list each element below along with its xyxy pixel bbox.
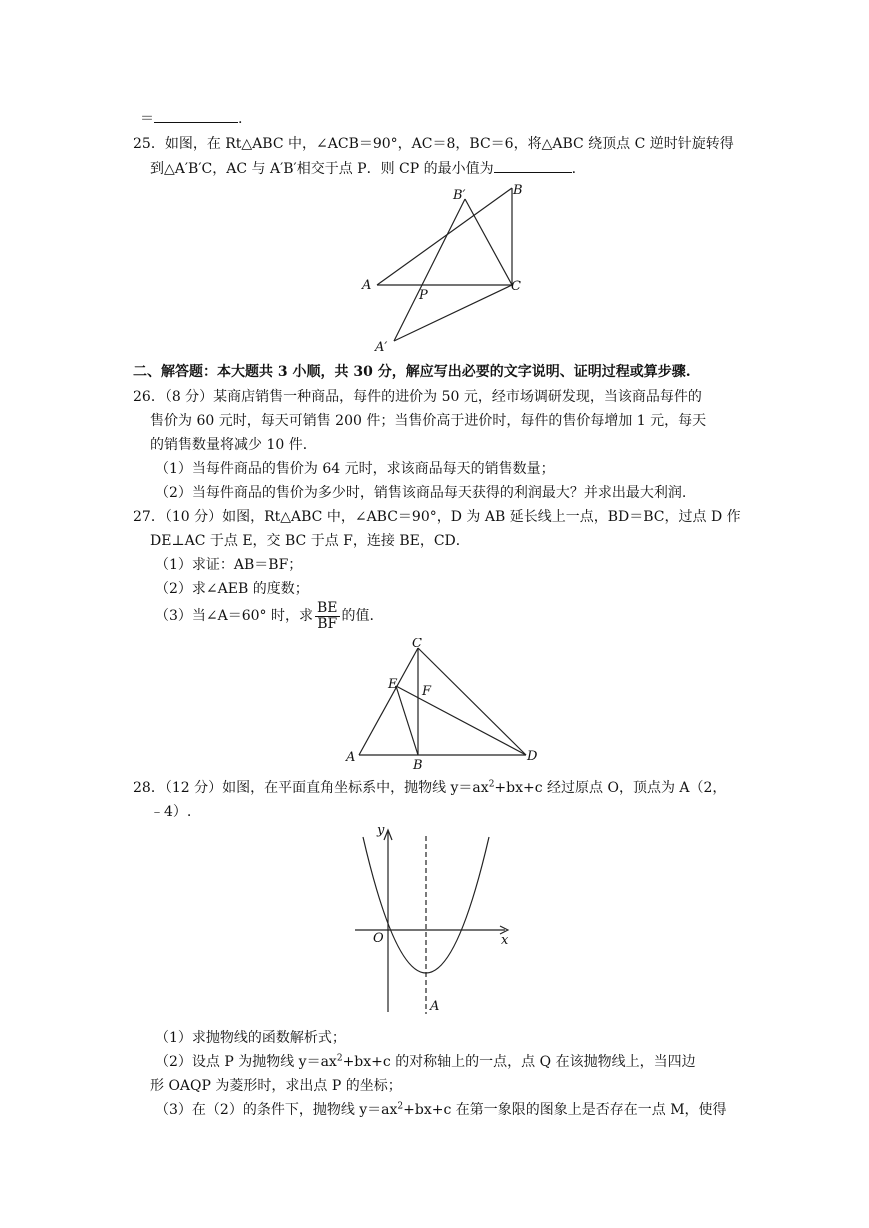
label-B: B — [513, 183, 523, 198]
q28-line1-text-b: +bx+c 经过原点 O，顶点为 A（2， — [494, 780, 727, 796]
label-A: A — [430, 999, 440, 1014]
segment-AB — [377, 188, 512, 285]
q28-sub2-text-b: +bx+c 的对称轴上的一点，点 Q 在该抛物线上，当四边 — [342, 1054, 696, 1070]
q26-sub1: （1）当每件商品的售价为 64 元时，求该商品每天的销售数量； — [155, 461, 555, 477]
label-C: C — [511, 279, 521, 294]
q28-sub3-text: （3）在（2）的条件下，抛物线 y＝ax — [155, 1102, 398, 1118]
answer-blank — [154, 108, 238, 123]
q28-line2: ﹣4）. — [150, 804, 192, 820]
label-B-prime: B′ — [453, 188, 466, 203]
q28-sub3-text-b: +bx+c 在第一象限的图象上是否存在一点 M，使得 — [403, 1102, 727, 1118]
equals-sign: ＝ — [140, 111, 154, 127]
label-A: A — [362, 278, 372, 293]
q26-line1: 26．（8 分）某商店销售一种商品，每件的进价为 50 元，经市场调研发现，当该商品每件的 — [133, 389, 702, 405]
label-F: F — [422, 684, 432, 699]
q25-figure — [355, 180, 545, 355]
q27-sub2: （2）求∠AEB 的度数； — [155, 581, 309, 597]
fraction-BE-over-BF — [315, 601, 340, 632]
q26-sub2: （2）当每件商品的售价为多少时，销售该商品每天获得的利润最大？并求出最大利润. — [155, 485, 687, 501]
segment-ED — [396, 686, 526, 755]
answer-line-top — [140, 108, 242, 129]
q26-line2: 售价为 60 元时，每天可销售 200 件；当售价高于进价时，每件的售价每增加 1 元，每天 — [150, 413, 707, 429]
q26-line3: 的销售数量将减少 10 件． — [150, 437, 317, 453]
q27-sub3 — [155, 600, 374, 632]
q25-question-text: 到△A′B′C，AC 与 A′B′相交于点 P．则 CP 的最小值为 — [150, 161, 494, 177]
q28-line1-text: 28．（12 分）如图，在平面直角坐标系中，抛物线 y＝ax — [133, 780, 489, 796]
label-A: A — [346, 750, 356, 765]
label-A-prime: A′ — [375, 340, 388, 355]
exponent-2: 2 — [488, 779, 495, 790]
q28-sub3 — [155, 1100, 727, 1120]
period: . — [571, 161, 577, 177]
label-D: D — [527, 749, 538, 764]
q28-sub2-text: （2）设点 P 为抛物线 y＝ax — [155, 1054, 337, 1070]
q28-line1 — [133, 778, 726, 798]
label-x: x — [501, 933, 509, 948]
segment-CD — [418, 648, 526, 755]
q27-figure — [340, 638, 550, 773]
q25-line1: 25．如图，在 Rt△ABC 中，∠ACB＝90°，AC＝8，BC＝6，将△ABC 绕顶点 C 逆时针旋转得 — [133, 136, 734, 152]
label-C: C — [412, 638, 422, 651]
fraction-numerator: BE — [317, 599, 338, 616]
exponent-2: 2 — [397, 1101, 404, 1112]
q28-sub1: （1）求抛物线的函数解析式； — [155, 1030, 346, 1046]
segment-A'B' — [394, 199, 465, 341]
fraction-denominator: BF — [317, 615, 338, 632]
q27-sub3-text: （3）当∠A＝60° 时，求 — [155, 608, 314, 624]
q27-sub3-suffix: 的值. — [341, 608, 374, 624]
section-heading: 二、解答题：本大题共 3 小顺，共 30 分，解应写出必要的文字说明、证明过程或算步骤. — [133, 364, 691, 380]
segment-B'C — [465, 199, 512, 285]
label-y: y — [377, 823, 385, 838]
q25-line2 — [150, 158, 576, 179]
q28-graph — [345, 822, 520, 1017]
segment-A'C — [394, 285, 512, 341]
q28-sub2-line2: 形 OAQP 为菱形时，求出点 P 的坐标； — [150, 1078, 402, 1094]
q25-answer-blank — [494, 158, 572, 173]
label-E: E — [388, 677, 398, 692]
label-P: P — [419, 288, 428, 303]
q28-sub2 — [155, 1052, 696, 1072]
segment-AC — [359, 648, 418, 755]
exponent-2: 2 — [336, 1053, 343, 1064]
q27-line1: 27．（10 分）如图，Rt△ABC 中，∠ABC＝90°，D 为 AB 延长线上一点，BD＝BC，过点 D 作 — [133, 509, 741, 525]
q27-sub1: （1）求证：AB＝BF； — [155, 557, 303, 573]
label-O: O — [373, 931, 384, 946]
period: . — [238, 111, 243, 127]
label-B: B — [413, 758, 423, 773]
q27-line2: DE⊥AC 于点 E，交 BC 于点 F，连接 BE，CD． — [150, 533, 470, 549]
